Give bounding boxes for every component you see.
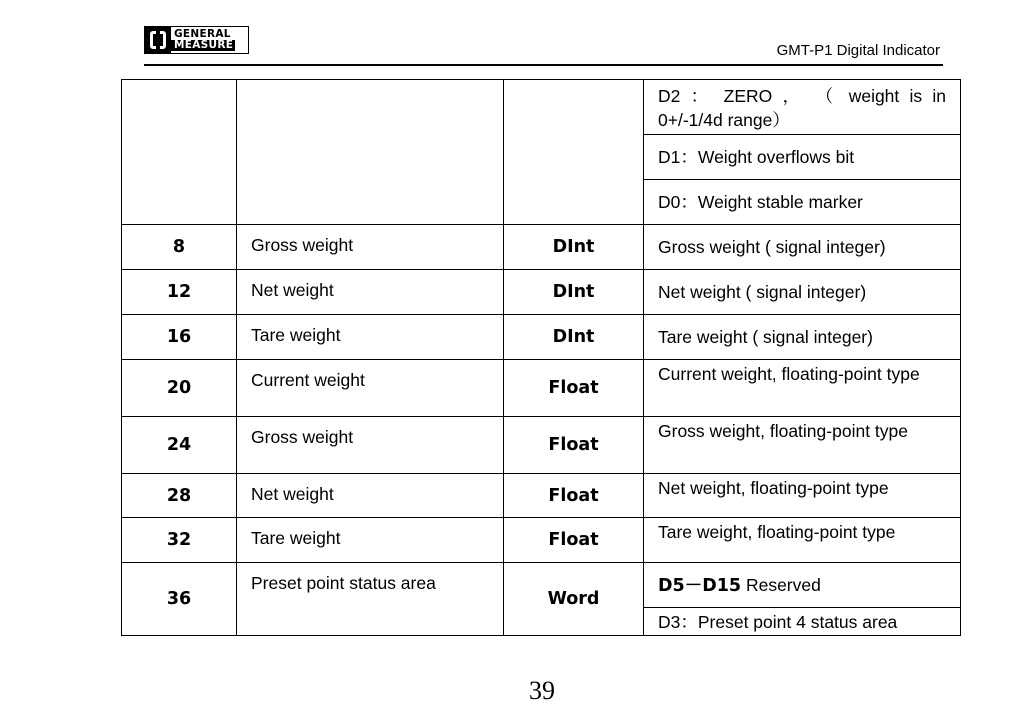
type-cell: DInt [504,225,644,270]
name-cell: Preset point status area [237,563,504,636]
offset-cell: 28 [122,474,237,518]
table-row [122,225,961,270]
offset-cell: 20 [122,360,237,417]
type-cell: DInt [504,270,644,315]
page-number: 39 [529,676,555,705]
type-cell: Word [504,563,644,636]
type-cell: Float [504,474,644,518]
desc-cell: Current weight, floating-point type [644,360,961,417]
logo-line-2: MEASURE [171,40,235,51]
name-cell: Net weight [237,474,504,518]
table-row [122,270,961,315]
table-row [122,417,961,474]
desc-cell: Gross weight ( signal integer) [644,225,961,270]
desc-cell: D0：Weight stable marker [644,180,961,225]
table-row [122,80,961,135]
desc-cell: Net weight ( signal integer) [644,270,961,315]
header-rule [144,64,943,66]
offset-cell: 16 [122,315,237,360]
offset-cell: 32 [122,518,237,563]
desc-cell: D2 ： ZERO ， （ weight is in 0+/-1/4d range） [644,80,961,135]
type-cell: Float [504,360,644,417]
name-cell: Gross weight [237,417,504,474]
desc-cell: Tare weight ( signal integer) [644,315,961,360]
name-cell: Current weight [237,360,504,417]
logo-text [171,27,235,53]
desc-cell: D1：Weight overflows bit [644,135,961,180]
type-cell: Float [504,417,644,474]
desc-cell: Tare weight, floating-point type [644,518,961,563]
reserved-text: Reserved [741,574,821,595]
type-cell: Float [504,518,644,563]
table-row [122,315,961,360]
table-row [122,563,961,608]
table-row [122,360,961,417]
name-cell: Tare weight [237,518,504,563]
desc-cell [644,563,961,608]
logo-line-1: GENERAL [174,28,231,40]
desc-cell: Gross weight, floating-point type [644,417,961,474]
name-cell: Tare weight [237,315,504,360]
name-cell: Net weight [237,270,504,315]
table-row [122,518,961,563]
offset-cell: 24 [122,417,237,474]
name-cell: Gross weight [237,225,504,270]
reserved-bits-label: D5－D15 [658,575,742,596]
offset-cell: 36 [122,563,237,636]
logo-mark-icon [145,27,171,53]
offset-cell [122,80,237,225]
document-title: GMT-P1 Digital Indicator [776,42,940,59]
type-cell: DInt [504,315,644,360]
name-cell [237,80,504,225]
desc-cell: Net weight, floating-point type [644,474,961,518]
company-logo [144,26,249,54]
type-cell [504,80,644,225]
offset-cell: 8 [122,225,237,270]
table-row [122,474,961,518]
register-table [121,79,961,636]
desc-cell: D3：Preset point 4 status area [644,608,961,636]
offset-cell: 12 [122,270,237,315]
